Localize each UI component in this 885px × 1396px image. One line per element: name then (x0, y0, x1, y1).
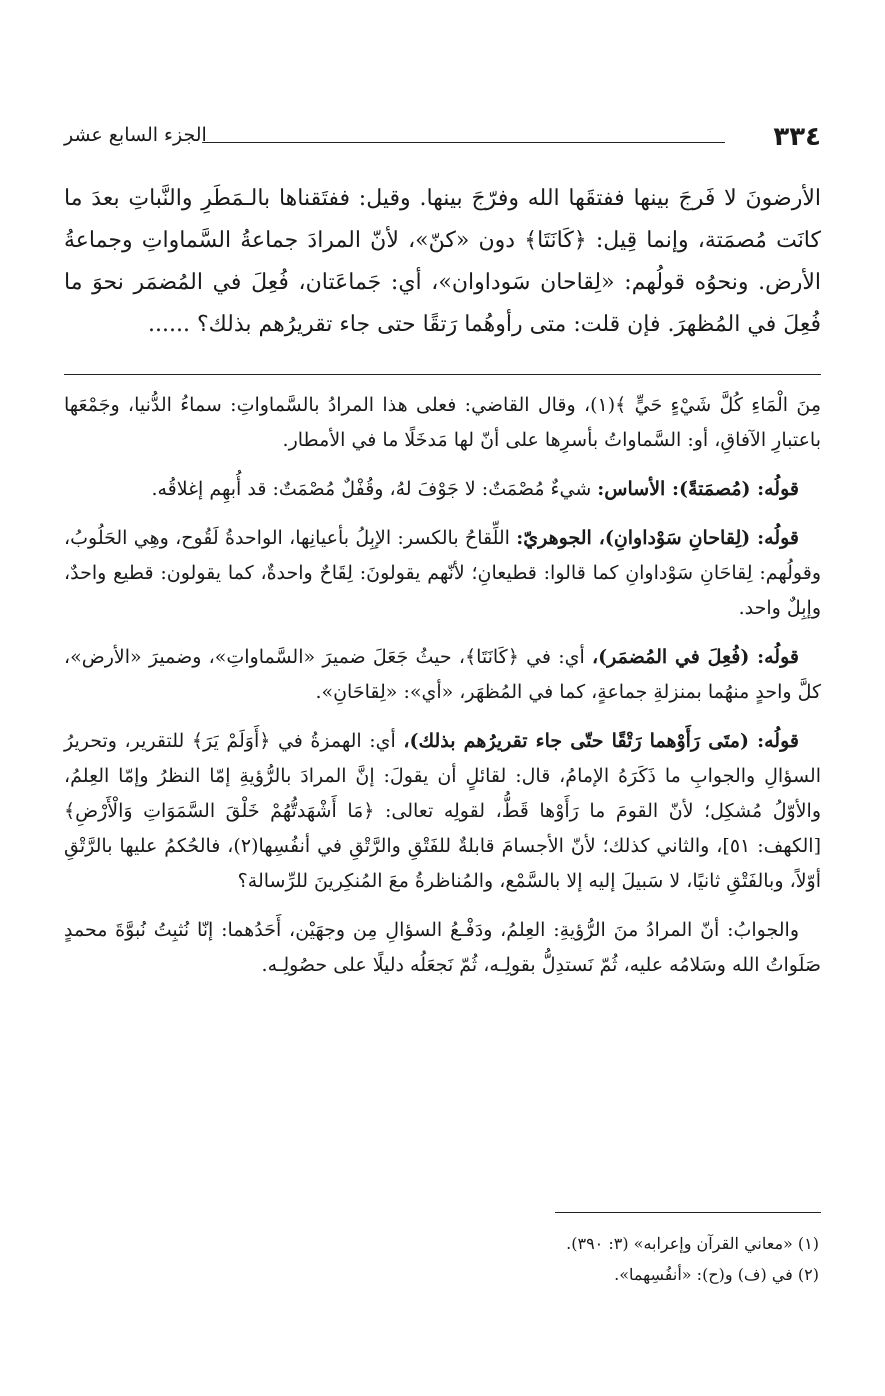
commentary-lead: قولُه: (فُعِلَ في المُضمَر)، (592, 646, 799, 668)
page-header (64, 122, 821, 162)
commentary-paragraph (64, 640, 821, 710)
commentary (64, 388, 821, 997)
commentary-lead: قولُه: (لِقاحانِ سَوْداوانِ)، الجوهريّ: (516, 527, 800, 549)
footnote: (١) «معاني القرآن وإعرابه» (٣: ٣٩٠). (566, 1234, 819, 1253)
commentary-lead: قولُه: (متَى رَأَوْهما رَتْقًا حتّى جاء تقريرُهم بذلك)، (403, 730, 799, 752)
main-text (64, 178, 821, 346)
commentary-lead: قولُه: (مُصمَتةً): الأساس: (597, 478, 799, 500)
footnote: (٢) في (ف) و(ح): «أنفُسِهما». (614, 1265, 819, 1284)
commentary-text: اللِّقاحُ بالكسر: الإبِلُ بأعيانِها، الواحدةُ لَقُوح، وهِي الحَلُوبُ، وقولُهم: لِقاحَانِ سَوْداوانِ كما قالوا: قطيعانِ؛ لأنّهم يقولونَ: لِقَاحٌ واحدةٌ، كما يقولون: قطيع واحدٌ، وإبِلٌ واحد. (64, 527, 821, 619)
commentary-text: شيءٌ مُصْمَتٌ: لا جَوْفَ لهُ، وقُفْلٌ مُصْمَتٌ: قد أُبهِم إغلاقُه. (151, 478, 592, 500)
commentary-paragraph (64, 724, 821, 899)
commentary-separator (64, 374, 821, 375)
running-title: الجزء السابع عشر (64, 124, 207, 146)
page-number: ٣٣٤ (773, 122, 821, 152)
commentary-paragraph (64, 472, 821, 507)
footnote-separator (555, 1212, 821, 1213)
commentary-text: أي: في ﴿كَانَتَا﴾، حيثُ جَعَلَ ضميرَ «السَّماواتِ»، وضميرَ «الأرض»، كلَّ واحدٍ منهُما بمنزلةِ جماعةٍ، كما في المُظهَر، «أي»: «لِقاحَانِ». (64, 646, 821, 703)
header-rule (202, 142, 725, 143)
commentary-text: أي: الهمزةُ في ﴿أَوَلَمْ يَرَ﴾ للتقرير، وتحريرُ السؤالِ والجوابِ ما ذَكَرَهُ الإمامُ، قال: لقائلٍ أن يقولَ: إنَّ المرادَ بالرُّؤيةِ إمّا النظرُ وإمّا العِلمُ، والأوّلُ مُشكِل؛ لأنّ القومَ ما رَأَوْها قَطُّ، لقولِه تعالى: ﴿مَا أَشْهَدتُّهُمْ خَلْقَ السَّمَوَاتِ وَالْأَرْضِ﴾ [الكهف: ٥١]، والثاني كذلك؛ لأنّ الأجسامَ قابلةٌ للفَتْقِ والرَّتْقِ في أنفُسِها(٢)، فالحُكمُ عليها بالرَّتْقِ أوّلاً، وبالفَتْقِ ثانيًا، لا سَبيلَ إليه إلا بالسَّمْع، والمُناظرةُ معَ المُنكِرينَ للرِّسالة؟ (64, 730, 821, 892)
footnotes (219, 1228, 819, 1290)
commentary-paragraph (64, 913, 821, 983)
main-paragraph: الأرضونَ لا فَرجَ بينها ففتقَها الله وفرّجَ بينها. وقيل: ففتَقناها بالـمَطَرِ والنَّباتِ بعدَ ما كانَت مُصمَتة، وإنما قِيل: ﴿كَانَتَا﴾ دون «كنّ»، لأنّ المرادَ جماعةُ السَّماواتِ وجماعةُ الأرض. ونحوُه قولُهم: «لِقاحان سَوداوان»، أي: جَماعَتان، فُعِلَ في المُضمَر نحوَ ما فُعِلَ في المُظهرَ. فإن قلت: متى رأوهُما رَتقًا حتى جاء تقريرُهم بذلك؟ ...... (64, 186, 821, 337)
commentary-paragraph (64, 521, 821, 626)
commentary-text: والجوابُ: أنّ المرادُ منَ الرُّؤيةِ: العِلمُ، ودَفْـعُ السؤالِ مِن وجهَيْن، أَحَدُهما: إنّا نُثبِتُ نُبوَّةَ محمدٍ صَلَواتُ الله وسَلامُه عليه، ثُمّ نَستدِلُّ بقولِـه، ثُمّ نَجعَلُه دليلًا على حصُولِـه. (64, 919, 821, 976)
commentary-text: مِنَ الْمَاءِ كُلَّ شَيْءٍ حَيٍّ ﴾(١)، وقال القاضي: فعلى هذا المرادُ بالسَّماواتِ: سماءُ الدُّنيا، وجَمْعَها باعتبارِ الآفاقِ، أو: السَّماواتُ بأسرِها على أنّ لها مَدخَلًا ما في الأمطار. (64, 394, 821, 451)
commentary-paragraph (64, 388, 821, 458)
